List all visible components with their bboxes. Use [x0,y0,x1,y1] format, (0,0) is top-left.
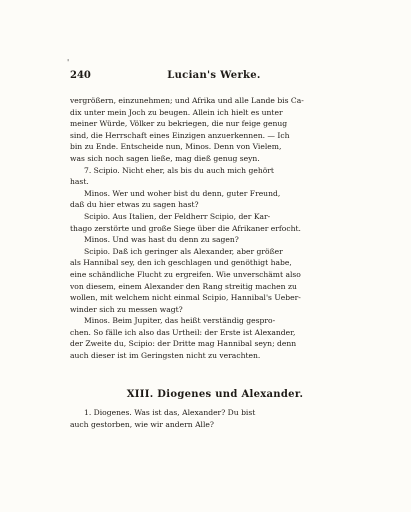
text-line: was sich noch sagen ließe, mag dieß genug seyn. [70,153,260,163]
text-line: Scipio. Daß ich geringer als Alexander, aber größer [84,246,283,256]
text-line: eine schändliche Flucht zu ergreifen. Wie unverschämt also [70,269,301,279]
text-line: thago zerstörte und große Siege über die Afrikaner erfocht. [70,223,301,233]
text-line: bin zu Ende. Entscheide nun, Minos. Denn von Vielem, [70,142,282,152]
text-line: daß du hier etwas zu sagen hast? [70,200,199,210]
section-text [70,407,360,430]
text-line: Minos. Und was hast du denn zu sagen? [84,235,239,245]
text-line: vergrößern, einzunehmen; und Afrika und alle Lande bis Ca- [70,96,304,105]
text-line: dix unter mein Joch zu beugen. Allein ich hielt es unter [70,107,283,117]
section-heading: XIII. Diogenes und Alexander. [126,389,304,400]
text-line: chen. So fälle ich also das Urtheil: der Erste ist Alexander, [70,327,296,337]
body-text [70,95,360,362]
page-header [70,70,358,84]
page-number: 240 [70,70,91,81]
text-line: Minos. Beim Jupiter, das heißt verständig gespro- [84,316,276,326]
running-title: Lucian's Werke. [167,70,261,81]
text-line: sind, die Herrschaft eines Einzigen anzuerkennen. — Ich [70,130,290,140]
text-line: wollen, mit welchem nicht einmal Scipio, Hannibal's Ueber- [70,293,301,303]
text-line: hast. [70,177,89,187]
text-line: meiner Würde, Völker zu bekriegen, die nur feige genug [70,119,288,129]
text-line: auch gestorben, wie wir andern Alle? [70,419,214,429]
text-line: Minos. Wer und woher bist du denn, guter Freund, [84,188,281,198]
text-line: 1. Diogenes. Was ist das, Alexander? Du bist [84,408,256,417]
text-line: Scipio. Aus Italien, der Feldherr Scipio, der Kar- [84,211,271,221]
text-line: als Hannibal sey, den ich geschlagen und genöthigt habe, [70,258,292,268]
text-line: winder sich zu messen wagt? [70,304,183,314]
text-line: von diesem, einem Alexander den Rang streitig machen zu [70,281,297,291]
margin-mark: ' [67,58,70,67]
text-line: auch dieser ist im Geringsten nicht zu verachten. [70,351,261,361]
text-line: der Zweite du, Scipio: der Dritte mag Hannibal seyn; denn [70,339,297,349]
text-line: 7. Scipio. Nicht eher, als bis du auch mich gehört [84,165,274,175]
